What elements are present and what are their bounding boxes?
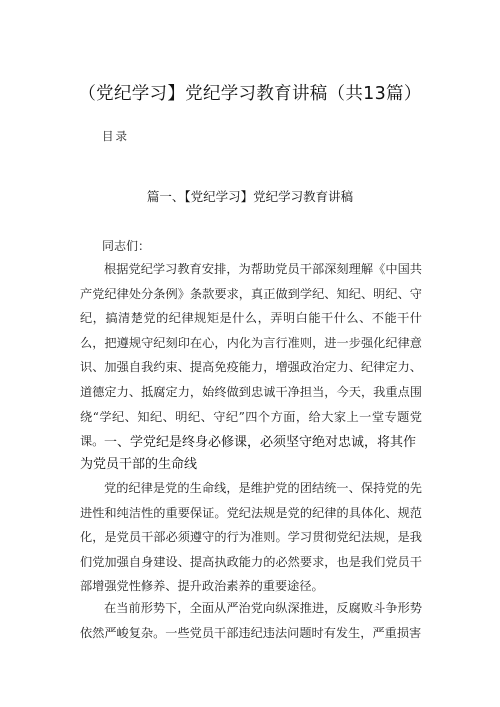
section-heading: 一、学党纪是终身必修课，必须坚守绝对忠诚，将其作为党员干部的生命线 bbox=[80, 435, 417, 472]
document-title: （党纪学习】党纪学习教育讲稿（共13篇） bbox=[78, 84, 422, 104]
intro-paragraph: 根据党纪学习教育安排，为帮助党员干部深刻理解《中国共产党纪律处分条例》条款要求，真正做到学纪、知纪、明纪、守纪，搞清楚党的纪律规矩是什么，弄明白能干什么、不能干什么，把遵规守纪刻印在心，内化为言行准则，进一步强化纪律意识、加强自我约束、提高免疫能力，增强政治定力、纪律定力、道德定力、抵腐定力，始终做到忠诚干净担当，今天，我重点围绕“学纪、知纪、明纪、守纪”四个方面，给大家上一堂专题党课。 bbox=[80, 262, 422, 449]
salutation: 同志们： bbox=[102, 239, 151, 253]
body-paragraph: 党的纪律是党的生命线，是维护党的团结统一、保持党的先进性和纯洁性的重要保证。党纪法规是党的纪律的具体化、规范化，是党员干部必须遵守的行为准则。学习贯彻党纪法规，是我们党加强自身建设、提高执政能力的必然要求，也是我们党员干部增强党性修养、提升政治素养的重要途径。 bbox=[80, 481, 422, 594]
chapter-title: 篇一、【党纪学习】党纪学习教育讲稿 bbox=[146, 189, 354, 204]
toc-label: 目录 bbox=[102, 129, 129, 143]
body-paragraph: 在当前形势下，全面从严治党向纵深推进，反腐败斗争形势依然严峻复杂。一些党员干部违纪违法问题时有发生，严重损害 bbox=[80, 601, 422, 640]
